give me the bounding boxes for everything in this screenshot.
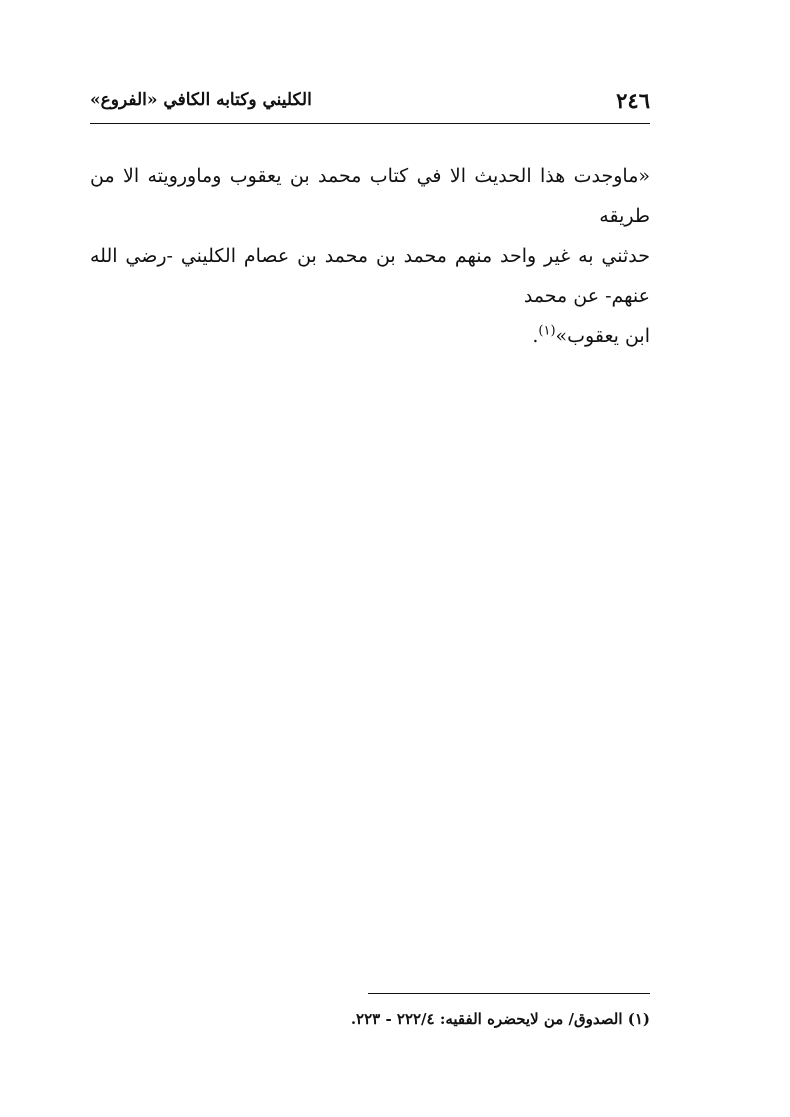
footnote: (١) الصدوق/ من لايحضره الفقيه: ٢٢٢/٤ - ٢٢٣.	[350, 1010, 650, 1028]
body-paragraph	[90, 156, 650, 356]
footnote-reference: (١)	[538, 323, 556, 339]
running-title: الكليني وكتابه الكافي «الفروع»	[90, 90, 312, 110]
page-header	[90, 88, 650, 120]
page-number: ٢٤٦	[616, 88, 650, 113]
body-text	[90, 156, 650, 356]
body-line-3-end: .	[532, 325, 539, 347]
body-line-2: حدثني به غير واحد منهم محمد بن محمد بن عصام الكليني -رضي الله عنهم- عن محمد	[90, 245, 650, 307]
header-rule	[90, 123, 650, 124]
body-line-3-text: ابن يعقوب»	[555, 325, 650, 347]
footnote-rule	[368, 993, 650, 994]
body-line-1: «ماوجدت هذا الحديث الا في كتاب محمد بن يعقوب وماورويته الا من طريقه	[90, 165, 650, 227]
body-line-3	[532, 325, 650, 347]
